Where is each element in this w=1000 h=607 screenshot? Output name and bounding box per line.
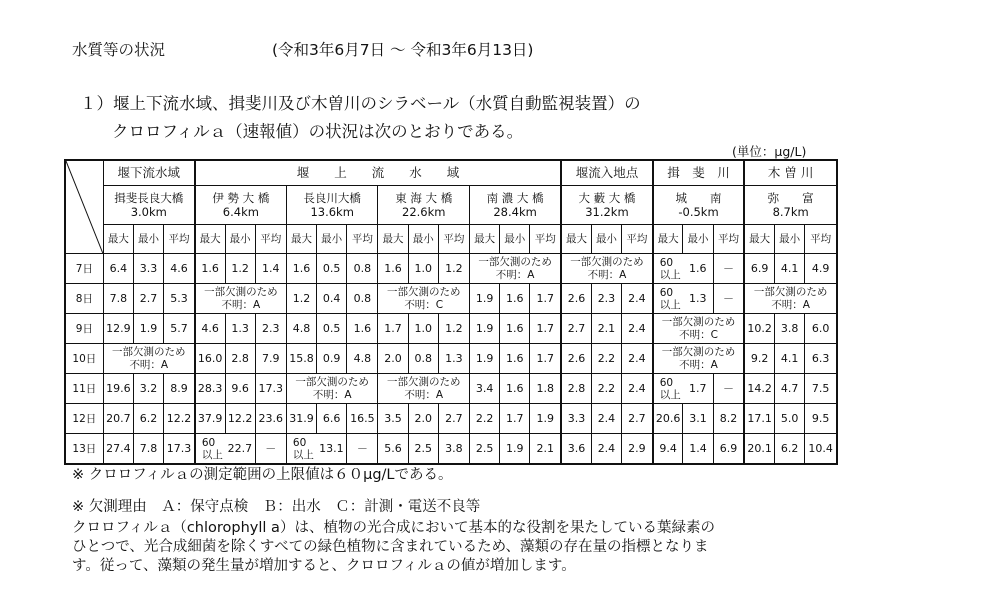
value-cell: 17.1 — [744, 404, 774, 434]
table-row — [65, 434, 837, 465]
table-row — [65, 314, 837, 344]
value-cell: 1.3 — [225, 314, 255, 344]
value-cell: 3.8 — [438, 434, 469, 465]
value-cell: 6.6 — [317, 404, 347, 434]
value-cell: 2.1 — [530, 434, 561, 465]
value-cell: 0.8 — [347, 284, 378, 314]
value-cell: 1.6 — [378, 254, 408, 284]
value-cell: 23.6 — [255, 404, 286, 434]
explanation-line-1: クロロフィルａ（chlorophyll a）は、植物の光合成において基本的な役割を果たしている葉緑素の — [72, 520, 715, 536]
corner-diagonal-cell — [65, 160, 103, 254]
over-limit-mark: 60 以上 — [286, 434, 316, 465]
missing-note: 一部欠測のため 不明：C — [653, 314, 745, 344]
missing-note: 一部欠測のため 不明：A — [470, 254, 562, 284]
value-cell: 1.7 — [378, 314, 408, 344]
value-cell: 5.7 — [164, 314, 195, 344]
value-cell: 28.3 — [195, 374, 225, 404]
stat-max: 最大 — [195, 225, 225, 254]
value-cell: 6.3 — [805, 344, 837, 374]
stat-min: 最小 — [775, 225, 805, 254]
value-cell: 5.3 — [164, 284, 195, 314]
value-cell: 4.8 — [286, 314, 316, 344]
value-cell: 2.7 — [561, 314, 591, 344]
value-cell: 1.0 — [408, 254, 438, 284]
stat-min: 最小 — [591, 225, 621, 254]
value-cell: 0.4 — [317, 284, 347, 314]
value-cell: 2.8 — [225, 344, 255, 374]
value-cell: 5.6 — [378, 434, 408, 465]
value-cell: 3.6 — [561, 434, 591, 465]
missing-note: 一部欠測のため 不明：C — [378, 284, 470, 314]
value-cell: 1.4 — [683, 434, 713, 465]
value-cell: － — [713, 374, 744, 404]
value-cell: 2.0 — [408, 404, 438, 434]
stat-label-row — [65, 225, 837, 254]
day-label: 12日 — [65, 404, 103, 434]
table-row — [65, 284, 837, 314]
value-cell: 27.4 — [103, 434, 133, 465]
stat-avg: 平均 — [438, 225, 469, 254]
value-cell: 2.4 — [591, 404, 621, 434]
value-cell: 3.8 — [775, 314, 805, 344]
stat-avg: 平均 — [805, 225, 837, 254]
missing-note: 一部欠測のため 不明：A — [286, 374, 378, 404]
value-cell: 2.8 — [561, 374, 591, 404]
chlorophyll-table — [64, 159, 838, 465]
station-8: 弥 富 8.7km — [744, 186, 837, 225]
value-cell: 3.1 — [683, 404, 713, 434]
stat-avg: 平均 — [347, 225, 378, 254]
value-cell: 6.4 — [103, 254, 133, 284]
intro-line-2: クロロフィルａ（速報値）の状況は次のとおりである。 — [112, 122, 524, 141]
value-cell: 2.6 — [561, 344, 591, 374]
value-cell: 1.9 — [470, 344, 500, 374]
report-period: (令和3年6月7日 ～ 令和3年6月13日) — [272, 41, 534, 59]
value-cell: 3.3 — [561, 404, 591, 434]
stat-min: 最小 — [225, 225, 255, 254]
value-cell: 2.4 — [591, 434, 621, 465]
over-limit-mark: 60 以上 — [653, 284, 683, 314]
stat-min: 最小 — [408, 225, 438, 254]
station-5: 南 濃 大 橋 28.4km — [470, 186, 562, 225]
value-cell: 1.7 — [530, 284, 561, 314]
value-cell: 6.2 — [775, 434, 805, 465]
value-cell: 31.9 — [286, 404, 316, 434]
value-cell: 1.8 — [530, 374, 561, 404]
value-cell: 8.9 — [164, 374, 195, 404]
value-cell: 15.8 — [286, 344, 316, 374]
value-cell: 1.0 — [408, 314, 438, 344]
value-cell: 10.2 — [744, 314, 774, 344]
value-cell: 1.6 — [286, 254, 316, 284]
station-6: 大 藪 大 橋 31.2km — [561, 186, 653, 225]
stat-max: 最大 — [744, 225, 774, 254]
day-label: 9日 — [65, 314, 103, 344]
stat-max: 最大 — [378, 225, 408, 254]
value-cell: － — [255, 434, 286, 465]
table-row — [65, 254, 837, 284]
value-cell: 13.1 — [317, 434, 347, 465]
upper-limit-note: ※ クロロフィルａの測定範囲の上限値は６０μg/Lである。 — [72, 467, 453, 483]
value-cell: 1.4 — [255, 254, 286, 284]
value-cell: 1.7 — [683, 374, 713, 404]
value-cell: 16.0 — [195, 344, 225, 374]
value-cell: 4.7 — [775, 374, 805, 404]
page-title: 水質等の状況 — [72, 41, 166, 59]
stat-min: 最小 — [133, 225, 163, 254]
value-cell: 4.1 — [775, 344, 805, 374]
missing-note: 一部欠測のため 不明：A — [561, 254, 653, 284]
value-cell: 7.8 — [103, 284, 133, 314]
day-label: 7日 — [65, 254, 103, 284]
station-1: 揖斐長良大橋 3.0km — [103, 186, 195, 225]
stat-min: 最小 — [683, 225, 713, 254]
value-cell: 1.9 — [470, 284, 500, 314]
value-cell: 1.2 — [225, 254, 255, 284]
missing-note: 一部欠測のため 不明：A — [744, 284, 837, 314]
value-cell: 7.9 — [255, 344, 286, 374]
missing-note: 一部欠測のため 不明：A — [103, 344, 195, 374]
value-cell: － — [713, 254, 744, 284]
missing-note: 一部欠測のため 不明：A — [195, 284, 287, 314]
value-cell: 4.1 — [775, 254, 805, 284]
day-label: 11日 — [65, 374, 103, 404]
value-cell: 7.5 — [805, 374, 837, 404]
value-cell: 2.5 — [408, 434, 438, 465]
value-cell: 2.4 — [622, 314, 653, 344]
missing-note: 一部欠測のため 不明：A — [378, 374, 470, 404]
value-cell: 1.2 — [286, 284, 316, 314]
group-ibi-river: 揖 斐 川 — [653, 160, 745, 186]
group-kiso-river: 木 曽 川 — [744, 160, 837, 186]
value-cell: 2.5 — [470, 434, 500, 465]
day-label: 13日 — [65, 434, 103, 465]
value-cell: 1.9 — [133, 314, 163, 344]
value-cell: 2.4 — [622, 284, 653, 314]
value-cell: 4.6 — [195, 314, 225, 344]
stat-avg: 平均 — [622, 225, 653, 254]
explanation-line-3: す。従って、藻類の発生量が増加すると、クロロフィルａの値が増加します。 — [72, 558, 576, 574]
value-cell: 1.6 — [500, 284, 530, 314]
stat-max: 最大 — [470, 225, 500, 254]
value-cell: 2.4 — [622, 374, 653, 404]
value-cell: 1.7 — [530, 344, 561, 374]
stat-max: 最大 — [561, 225, 591, 254]
value-cell: 1.6 — [500, 344, 530, 374]
table-row — [65, 374, 837, 404]
stat-min: 最小 — [500, 225, 530, 254]
over-limit-mark: 60 以上 — [653, 254, 683, 284]
value-cell: 9.5 — [805, 404, 837, 434]
value-cell: 2.7 — [622, 404, 653, 434]
group-downstream: 堰下流水域 — [103, 160, 195, 186]
value-cell: 1.6 — [500, 314, 530, 344]
value-cell: 1.9 — [530, 404, 561, 434]
value-cell: 1.9 — [500, 434, 530, 465]
value-cell: 9.2 — [744, 344, 774, 374]
value-cell: 37.9 — [195, 404, 225, 434]
stat-avg: 平均 — [713, 225, 744, 254]
value-cell: 3.4 — [470, 374, 500, 404]
value-cell: － — [347, 434, 378, 465]
value-cell: 1.3 — [438, 344, 469, 374]
stat-avg: 平均 — [164, 225, 195, 254]
value-cell: 2.3 — [255, 314, 286, 344]
value-cell: 1.6 — [195, 254, 225, 284]
over-limit-mark: 60 以上 — [653, 374, 683, 404]
value-cell: 6.0 — [805, 314, 837, 344]
stat-avg: 平均 — [530, 225, 561, 254]
value-cell: 2.2 — [470, 404, 500, 434]
missing-note: 一部欠測のため 不明：A — [653, 344, 745, 374]
table-row — [65, 344, 837, 374]
value-cell: 12.9 — [103, 314, 133, 344]
value-cell: 5.0 — [775, 404, 805, 434]
missing-reason-note: ※ 欠測理由 Ａ：保守点検 Ｂ：出水 Ｃ：計測・電送不良等 — [72, 499, 481, 515]
value-cell: 20.7 — [103, 404, 133, 434]
value-cell: 16.5 — [347, 404, 378, 434]
value-cell: 17.3 — [255, 374, 286, 404]
value-cell: 2.9 — [622, 434, 653, 465]
group-upstream: 堰 上 流 水 域 — [195, 160, 561, 186]
stat-max: 最大 — [653, 225, 683, 254]
value-cell: 3.3 — [133, 254, 163, 284]
stat-min: 最小 — [317, 225, 347, 254]
stat-max: 最大 — [103, 225, 133, 254]
value-cell: 4.6 — [164, 254, 195, 284]
value-cell: 2.2 — [591, 374, 621, 404]
value-cell: 19.6 — [103, 374, 133, 404]
stat-max: 最大 — [286, 225, 316, 254]
value-cell: 20.6 — [653, 404, 683, 434]
value-cell: 1.7 — [500, 404, 530, 434]
value-cell: 0.5 — [317, 314, 347, 344]
over-limit-mark: 60 以上 — [195, 434, 225, 465]
value-cell: 2.2 — [591, 344, 621, 374]
station-4: 東 海 大 橋 22.6km — [378, 186, 470, 225]
value-cell: 8.2 — [713, 404, 744, 434]
group-inflow: 堰流入地点 — [561, 160, 653, 186]
value-cell: 2.4 — [622, 344, 653, 374]
intro-line-1: １）堰上下流水域、揖斐川及び木曽川のシラベール（水質自動監視装置）の — [80, 94, 641, 113]
value-cell: 0.9 — [317, 344, 347, 374]
value-cell: 1.6 — [500, 374, 530, 404]
value-cell: 17.3 — [164, 434, 195, 465]
value-cell: 6.9 — [713, 434, 744, 465]
day-label: 10日 — [65, 344, 103, 374]
value-cell: 20.1 — [744, 434, 774, 465]
stat-avg: 平均 — [255, 225, 286, 254]
value-cell: 12.2 — [225, 404, 255, 434]
value-cell: 6.9 — [744, 254, 774, 284]
value-cell: 3.2 — [133, 374, 163, 404]
value-cell: 9.6 — [225, 374, 255, 404]
value-cell: 6.2 — [133, 404, 163, 434]
value-cell: 14.2 — [744, 374, 774, 404]
day-label: 8日 — [65, 284, 103, 314]
value-cell: 1.6 — [683, 254, 713, 284]
value-cell: 10.4 — [805, 434, 837, 465]
station-2: 伊 勢 大 橋 6.4km — [195, 186, 287, 225]
value-cell: 0.8 — [408, 344, 438, 374]
value-cell: 4.8 — [347, 344, 378, 374]
value-cell: 4.9 — [805, 254, 837, 284]
value-cell: 1.3 — [683, 284, 713, 314]
value-cell: 1.2 — [438, 254, 469, 284]
explanation-line-2: ひとつで、光合成細菌を除くすべての緑色植物に含まれているため、藻類の存在量の指標となりま — [72, 539, 709, 555]
value-cell: 0.8 — [347, 254, 378, 284]
value-cell: 2.7 — [133, 284, 163, 314]
value-cell: － — [713, 284, 744, 314]
value-cell: 9.4 — [653, 434, 683, 465]
value-cell: 0.5 — [317, 254, 347, 284]
value-cell: 2.0 — [378, 344, 408, 374]
unit-label: (単位：μg/L) — [732, 144, 807, 159]
value-cell: 1.7 — [530, 314, 561, 344]
station-7: 城 南 -0.5km — [653, 186, 745, 225]
value-cell: 3.5 — [378, 404, 408, 434]
value-cell: 2.1 — [591, 314, 621, 344]
value-cell: 2.6 — [561, 284, 591, 314]
value-cell: 7.8 — [133, 434, 163, 465]
value-cell: 12.2 — [164, 404, 195, 434]
station-3: 長良川大橋 13.6km — [286, 186, 378, 225]
value-cell: 22.7 — [225, 434, 255, 465]
value-cell: 2.7 — [438, 404, 469, 434]
table-row — [65, 404, 837, 434]
chlorophyll-explanation — [72, 519, 902, 576]
value-cell: 1.6 — [347, 314, 378, 344]
value-cell: 1.9 — [470, 314, 500, 344]
value-cell: 1.2 — [438, 314, 469, 344]
value-cell: 2.3 — [591, 284, 621, 314]
